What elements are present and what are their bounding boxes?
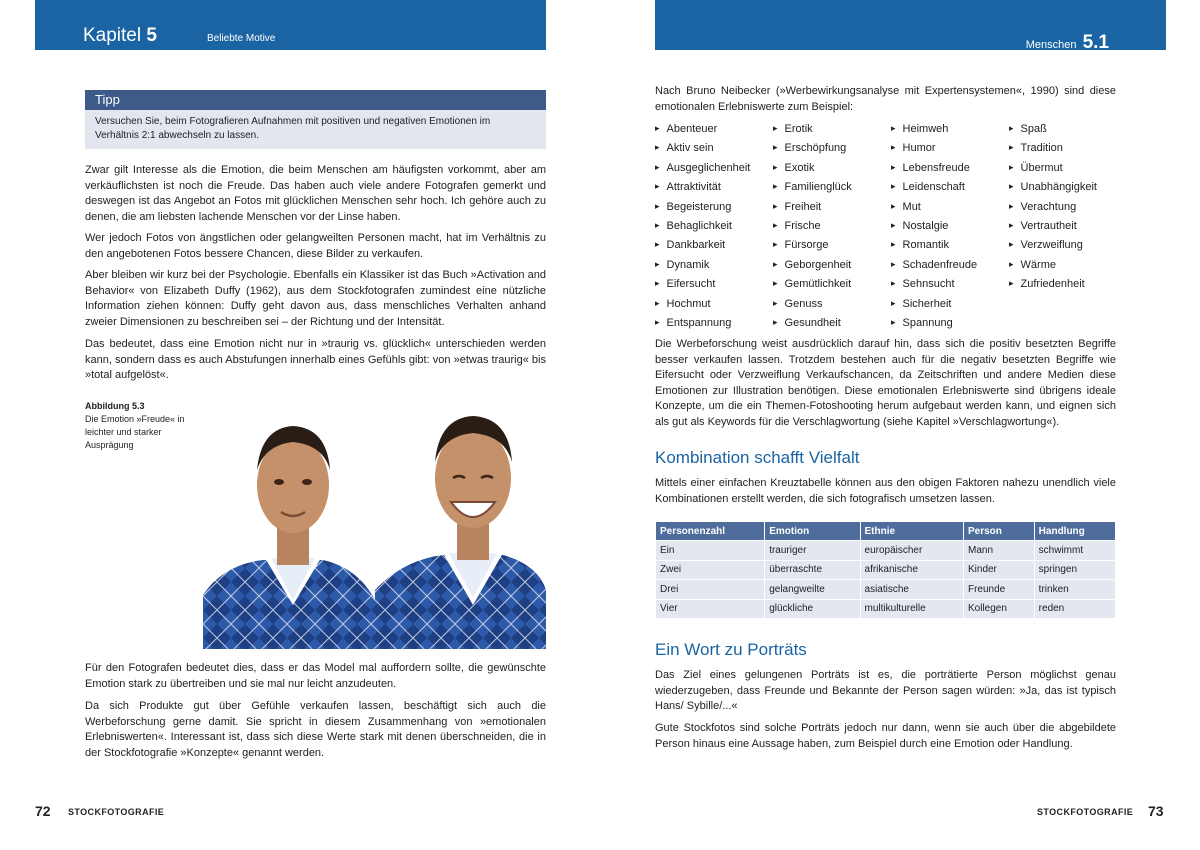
table-cell: glückliche — [765, 599, 860, 619]
left-paragraph-3: Aber bleiben wir kurz bei der Psychologie. Ebenfalls ein Klassiker ist das Buch »Activation and Behavior« von Elizabeth Duffy (1962), aus dem Stockfotografen zumindest eine nützliche Information ziehen können: Duffy geht davon aus, dass menschliches Verhalten anhand zweier Dimensionen zu beschreiben sei – der Richtung und der Intensität. — [85, 269, 546, 328]
terms-column-3 — [891, 120, 977, 333]
left-paragraph-4: Das bedeutet, dass eine Emotion nicht nur in »traurig vs. glücklich« unterschieden werden kann, sondern dass es auch Abstufungen innerhalb eines Gefühls gibt: von »etwas traurig« bis »total aufgelöst«. — [85, 338, 546, 381]
section1-text: Mittels einer einfachen Kreuztabelle können aus den obigen Faktoren nahezu unendlich viele Kombinationen erstellt werden, die sich fotografisch umsetzen lassen. — [655, 477, 1116, 505]
list-item: ▸ Sicherheit — [891, 295, 977, 314]
list-item: ▸ Erschöpfung — [773, 139, 852, 158]
left-bottom-paragraph-1: Für den Fotografen bedeutet dies, dass er das Model mal auffordern sollte, die gewünschte Emotion stark zu übertreiben und sie mal nur leicht anzudeuten. — [85, 662, 546, 690]
right-paragraph-after-terms: Die Werbeforschung weist ausdrücklich darauf hin, dass sich die positiv besetzten Begriffe besser verkaufen lassen. Trotzdem bestehen auch für die negativ besetzten Begriffe wie Eifersucht oder Verzweiflung Verkaufschancen, da Zeitschriften und andere Medien diese Emotionen zur Illustration benötigen. Diese emotionalen Erlebniswerte sind übrigens ideale Konzepte, um die ein Themen-Fotoshooting herum aufgebaut werden kann, und eignen sich als gut als Keywords für die Verschlagwortung (siehe Kapitel »Verschlagwortung«). — [655, 338, 1116, 428]
table-header-cell: Ethnie — [860, 522, 963, 541]
figure-caption-text: Die Emotion »Freude« in leichter und starker Ausprägung — [85, 414, 185, 450]
terms-column-4 — [1009, 120, 1097, 295]
table-header-cell: Handlung — [1034, 522, 1115, 541]
table-cell: gelangweilte — [765, 580, 860, 600]
left-bottom-paragraph-2: Da sich Produkte gut über Gefühle verkaufen lassen, beschäftigt sich auch die Werbeforschung gerne damit. Sie spricht in diesem Zusammenhang von »emotionalen Erlebniswerten«. Interessant ist, dass sich diese Werte stark mit denen überschneiden, die in der Stockfotografie »Konzepte« genannt werden. — [85, 700, 546, 759]
list-item: ▸ Frische — [773, 217, 852, 236]
list-item: ▸ Lebensfreude — [891, 159, 977, 178]
list-item: ▸ Gesundheit — [773, 314, 852, 333]
tip-title: Tipp — [85, 90, 546, 110]
table-cell: Vier — [656, 599, 765, 619]
table-cell: asiatische — [860, 580, 963, 600]
table-cell: multikulturelle — [860, 599, 963, 619]
section-heading-kombination: Kombination schafft Vielfalt — [655, 448, 860, 467]
table-cell: trauriger — [765, 541, 860, 561]
tip-text: Versuchen Sie, beim Fotografieren Aufnahmen mit positiven und negativen Emotionen im Verhältnis 2:1 abwechseln zu lassen. — [85, 110, 546, 149]
left-paragraph-2: Wer jedoch Fotos von ängstlichen oder gelangweilten Personen macht, hat im Verhältnis zu den angebotenen Fotos bessere Chancen, diese Bilder zu verkaufen. — [85, 232, 546, 260]
list-item: ▸ Leidenschaft — [891, 178, 977, 197]
right-page-number: 73 — [1148, 803, 1164, 819]
left-footer-label: STOCKFOTOGRAFIE — [68, 807, 165, 817]
table-cell: trinken — [1034, 580, 1115, 600]
list-item: ▸ Romantik — [891, 236, 977, 255]
list-item: ▸ Erotik — [773, 120, 852, 139]
table-row — [656, 599, 1116, 619]
emotion-terms-list — [655, 120, 1125, 330]
section2-paragraph-2: Gute Stockfotos sind solche Porträts jedoch nur dann, wenn sie auch über die abgebildete Person hinaus eine Aussage haben, zum Beispiel durch eine Emotion oder Handlung. — [655, 722, 1116, 750]
list-item: ▸ Dynamik — [655, 256, 750, 275]
list-item: ▸ Spannung — [891, 314, 977, 333]
table-cell: Zwei — [656, 560, 765, 580]
cross-table — [655, 521, 1116, 619]
list-item: ▸ Tradition — [1009, 139, 1097, 158]
right-page-header — [655, 0, 1166, 53]
chapter-subtitle: Beliebte Motive — [207, 33, 276, 44]
list-item: ▸ Übermut — [1009, 159, 1097, 178]
list-item: ▸ Hochmut — [655, 295, 750, 314]
list-item: ▸ Verachtung — [1009, 198, 1097, 217]
table-cell: Kollegen — [963, 599, 1034, 619]
table-cell: europäischer — [860, 541, 963, 561]
table-cell: reden — [1034, 599, 1115, 619]
table-cell: Drei — [656, 580, 765, 600]
table-cell: Mann — [963, 541, 1034, 561]
chapter-word: Kapitel — [83, 25, 142, 46]
table-cell: Kinder — [963, 560, 1034, 580]
list-item: ▸ Ausgeglichenheit — [655, 159, 750, 178]
left-paragraph-1: Zwar gilt Interesse als die Emotion, die beim Menschen am häufigsten vorkommt, aber am verkäuflichsten ist noch die Freude. Das haben auch viele andere Fotografen gemerkt und deswegen ist das Angebot an Fotos mit glücklichen Menschen sehr hoch. Ich gehöre auch zu denen, die am liebsten lachende Menschen vor der Linse haben. — [85, 164, 546, 223]
list-item: ▸ Verzweiflung — [1009, 236, 1097, 255]
figure-label: Abbildung 5.3 — [85, 401, 145, 411]
list-item: ▸ Freiheit — [773, 198, 852, 217]
list-item: ▸ Entspannung — [655, 314, 750, 333]
list-item: ▸ Humor — [891, 139, 977, 158]
section-heading-portraits: Ein Wort zu Porträts — [655, 640, 807, 659]
table-cell: afrikanische — [860, 560, 963, 580]
list-item: ▸ Exotik — [773, 159, 852, 178]
table-row — [656, 580, 1116, 600]
list-item: ▸ Unabhängigkeit — [1009, 178, 1097, 197]
list-item: ▸ Dankbarkeit — [655, 236, 750, 255]
list-item: ▸ Genuss — [773, 295, 852, 314]
section-label-text: Menschen — [1025, 39, 1077, 51]
list-item: ▸ Vertrautheit — [1009, 217, 1097, 236]
table-cell: Freunde — [963, 580, 1034, 600]
figure-caption — [85, 400, 195, 452]
table-cell: schwimmt — [1034, 541, 1115, 561]
terms-column-2 — [773, 120, 852, 333]
list-item: ▸ Zufriedenheit — [1009, 275, 1097, 294]
list-item: ▸ Fürsorge — [773, 236, 852, 255]
list-item: ▸ Spaß — [1009, 120, 1097, 139]
list-item: ▸ Wärme — [1009, 256, 1097, 275]
list-item: ▸ Behaglichkeit — [655, 217, 750, 236]
table-cell: überraschte — [765, 560, 860, 580]
right-footer-label: STOCKFOTOGRAFIE — [1037, 807, 1134, 817]
list-item: ▸ Begeisterung — [655, 198, 750, 217]
list-item: ▸ Geborgenheit — [773, 256, 852, 275]
list-item: ▸ Schadenfreude — [891, 256, 977, 275]
table-row — [656, 541, 1116, 561]
table-header-cell: Person — [963, 522, 1034, 541]
section-label — [1026, 32, 1109, 54]
section-number: 5.1 — [1082, 32, 1109, 53]
chapter-title — [83, 25, 157, 47]
list-item: ▸ Familienglück — [773, 178, 852, 197]
chapter-number: 5 — [146, 25, 157, 46]
portrait-photo — [203, 400, 546, 649]
left-page-header — [35, 0, 546, 50]
list-item: ▸ Aktiv sein — [655, 139, 750, 158]
table-header-cell: Emotion — [765, 522, 860, 541]
left-page-number: 72 — [35, 803, 51, 819]
list-item: ▸ Nostalgie — [891, 217, 977, 236]
table-cell: springen — [1034, 560, 1115, 580]
table-header-cell: Personenzahl — [656, 522, 765, 541]
list-item: ▸ Mut — [891, 198, 977, 217]
list-item: ▸ Heimweh — [891, 120, 977, 139]
table-header-row — [656, 522, 1116, 541]
terms-column-1 — [655, 120, 750, 333]
list-item: ▸ Abenteuer — [655, 120, 750, 139]
list-item: ▸ Eifersucht — [655, 275, 750, 294]
list-item: ▸ Gemütlichkeit — [773, 275, 852, 294]
table-row — [656, 560, 1116, 580]
tip-box — [85, 90, 546, 149]
list-item: ▸ Sehnsucht — [891, 275, 977, 294]
right-intro: Nach Bruno Neibecker (»Werbewirkungsanalyse mit Expertensystemen«, 1990) sind diese emotionalen Erlebniswerte zum Beispiel: — [655, 85, 1116, 113]
list-item: ▸ Attraktivität — [655, 178, 750, 197]
section2-paragraph-1: Das Ziel eines gelungenen Porträts ist es, die porträtierte Person möglichst genau wiederzugeben, dass Freunde und Bekannte der Person sagen würden: »Ja, das ist typisch Hans/ Sybille/...« — [655, 669, 1116, 712]
table-cell: Ein — [656, 541, 765, 561]
